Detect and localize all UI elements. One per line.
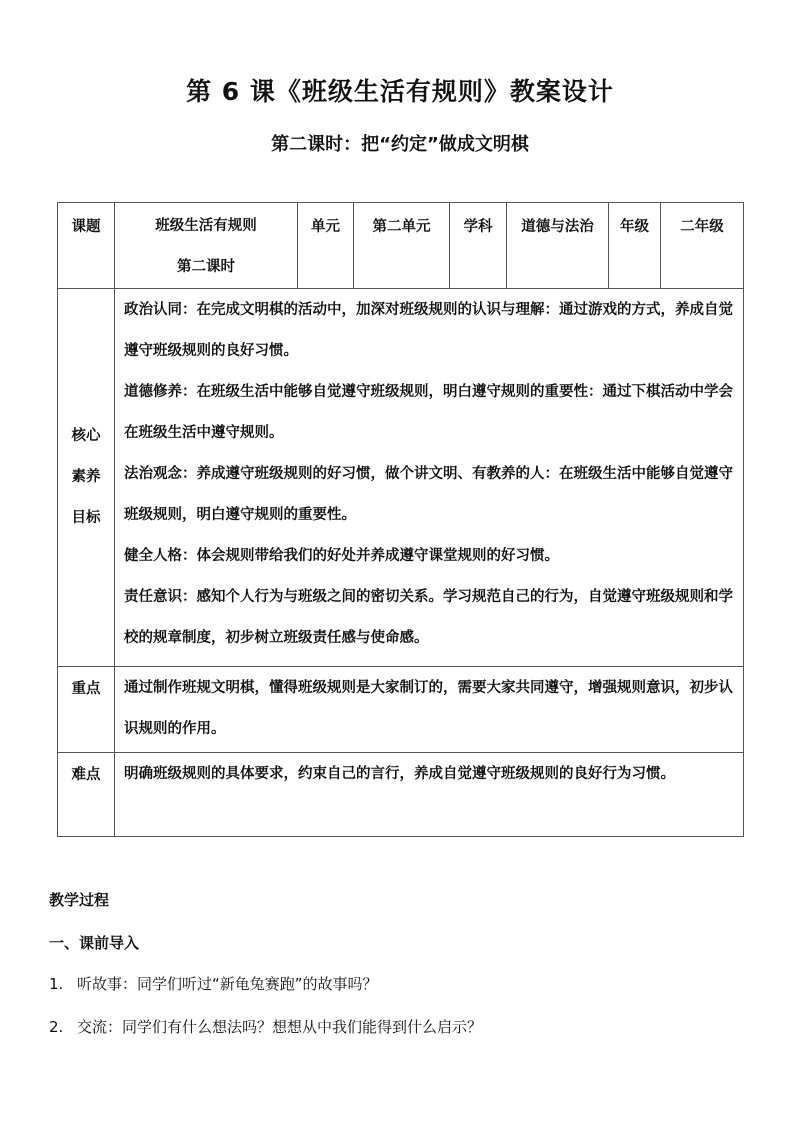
grade-label: 年级 xyxy=(609,203,661,289)
unit-value: 第二单元 xyxy=(354,203,450,289)
section-intro-heading: 一、课前导入 xyxy=(49,934,140,952)
core-goal-paragraph: 道德修养：在班级生活中能够自觉遵守班级规则，明白遵守规则的重要性：通过下棋活动中学会在班级生活中遵守规则。 xyxy=(124,384,733,441)
table-row-difficulty xyxy=(58,753,744,837)
list-item xyxy=(49,973,378,994)
core-goal-paragraph: 健全人格：体会规则带给我们的好处并养成遵守课堂规则的好习惯。 xyxy=(124,548,559,564)
step-text: 听故事：同学们听过“新龟兔赛跑”的故事吗？ xyxy=(77,975,378,993)
core-goal-paragraph: 政治认同：在完成文明棋的活动中，加深对班级规则的认识与理解：通过游戏的方式，养成自觉遵守班级规则的良好习惯。 xyxy=(124,302,733,359)
table-row-header xyxy=(58,203,744,289)
difficulty-label: 难点 xyxy=(58,753,115,837)
step-number: 1. xyxy=(49,975,64,993)
difficulty-text: 明确班级规则的具体要求，约束自己的言行，养成自觉遵守班级规则的良好行为习惯。 xyxy=(115,753,744,837)
step-number: 2. xyxy=(49,1018,64,1036)
topic-line-1: 班级生活有规则 xyxy=(155,218,257,234)
step-text: 交流：同学们有什么想法吗？想想从中我们能得到什么启示？ xyxy=(77,1018,483,1036)
core-label-line: 素养 xyxy=(71,469,101,485)
core-goals-content xyxy=(115,289,744,667)
subject-value: 道德与法治 xyxy=(507,203,609,289)
core-label-line: 目标 xyxy=(71,510,101,526)
unit-label: 单元 xyxy=(298,203,354,289)
list-item xyxy=(49,1016,482,1037)
table-row-key-point xyxy=(58,667,744,753)
table-row-core-goals xyxy=(58,289,744,667)
key-point-label: 重点 xyxy=(58,667,115,753)
topic-label: 课题 xyxy=(58,203,115,289)
teaching-process-heading: 教学过程 xyxy=(49,891,110,909)
page-title: 第 6 课《班级生活有规则》教案设计 xyxy=(186,77,614,106)
core-label-line: 核心 xyxy=(71,428,101,444)
topic-line-2: 第二课时 xyxy=(177,259,235,275)
core-goal-paragraph: 法治观念：养成遵守班级规则的好习惯，做个讲文明、有教养的人：在班级生活中能够自觉遵守班级规则，明白遵守规则的重要性。 xyxy=(124,466,733,523)
topic-value xyxy=(115,203,298,289)
key-point-text: 通过制作班规文明棋，懂得班级规则是大家制订的，需要大家共同遵守，增强规则意识，初步认识规则的作用。 xyxy=(115,667,744,753)
lesson-plan-table xyxy=(57,202,744,837)
core-goal-paragraph: 责任意识：感知个人行为与班级之间的密切关系。学习规范自己的行为，自觉遵守班级规则和学校的规章制度，初步树立班级责任感与使命感。 xyxy=(124,589,733,646)
grade-value: 二年级 xyxy=(661,203,744,289)
subject-label: 学科 xyxy=(450,203,507,289)
core-goals-label xyxy=(58,289,115,667)
page-subtitle: 第二课时：把“约定”做成文明棋 xyxy=(271,134,529,155)
